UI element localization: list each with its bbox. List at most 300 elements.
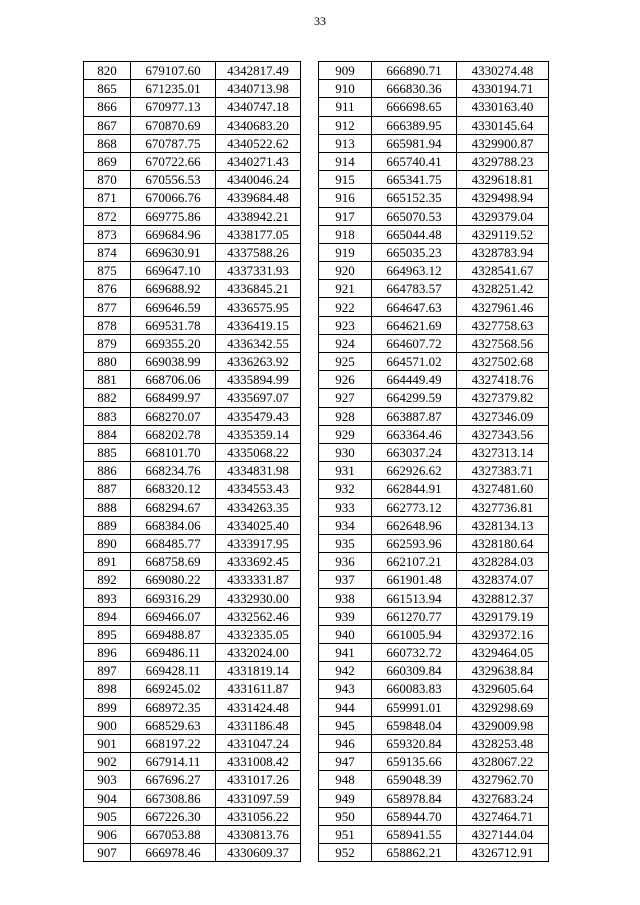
y-coordinate-cell: 4330274.48 (457, 62, 549, 80)
y-coordinate-cell: 4327683.24 (457, 789, 549, 807)
y-coordinate-cell: 4327418.76 (457, 371, 549, 389)
y-coordinate-cell: 4328783.94 (457, 243, 549, 261)
y-coordinate-cell: 4329900.87 (457, 134, 549, 152)
point-number-cell: 951 (319, 825, 372, 843)
y-coordinate-cell: 4328067.22 (457, 753, 549, 771)
table-row (319, 771, 549, 789)
x-coordinate-cell: 665740.41 (372, 152, 457, 170)
x-coordinate-cell: 668202.78 (131, 425, 216, 443)
y-coordinate-cell: 4328284.03 (457, 553, 549, 571)
y-coordinate-cell: 4336342.55 (216, 334, 301, 352)
x-coordinate-cell: 663037.24 (372, 443, 457, 461)
point-number-cell: 948 (319, 771, 372, 789)
table-row (319, 753, 549, 771)
table-row (84, 680, 301, 698)
table-row (319, 407, 549, 425)
point-number-cell: 874 (84, 243, 131, 261)
x-coordinate-cell: 668485.77 (131, 534, 216, 552)
x-coordinate-cell: 669466.07 (131, 607, 216, 625)
y-coordinate-cell: 4331097.59 (216, 789, 301, 807)
point-number-cell: 917 (319, 207, 372, 225)
x-coordinate-cell: 660083.83 (372, 680, 457, 698)
x-coordinate-cell: 670722.66 (131, 152, 216, 170)
x-coordinate-cell: 658862.21 (372, 844, 457, 862)
y-coordinate-cell: 4327736.81 (457, 498, 549, 516)
table-row (84, 844, 301, 862)
x-coordinate-cell: 662107.21 (372, 553, 457, 571)
table-row (319, 134, 549, 152)
x-coordinate-cell: 665341.75 (372, 171, 457, 189)
y-coordinate-cell: 4337331.93 (216, 262, 301, 280)
y-coordinate-cell: 4329372.16 (457, 625, 549, 643)
y-coordinate-cell: 4327313.14 (457, 443, 549, 461)
y-coordinate-cell: 4328134.13 (457, 516, 549, 534)
x-coordinate-cell: 665070.53 (372, 207, 457, 225)
x-coordinate-cell: 666830.36 (372, 80, 457, 98)
x-coordinate-cell: 679107.60 (131, 62, 216, 80)
point-number-cell: 933 (319, 498, 372, 516)
point-number-cell: 937 (319, 571, 372, 589)
point-number-cell: 873 (84, 225, 131, 243)
point-number-cell: 918 (319, 225, 372, 243)
x-coordinate-cell: 664621.69 (372, 316, 457, 334)
x-coordinate-cell: 658944.70 (372, 807, 457, 825)
point-number-cell: 883 (84, 407, 131, 425)
point-number-cell: 886 (84, 462, 131, 480)
point-number-cell: 914 (319, 152, 372, 170)
table-row (84, 334, 301, 352)
y-coordinate-cell: 4329618.81 (457, 171, 549, 189)
y-coordinate-cell: 4329605.64 (457, 680, 549, 698)
point-number-cell: 935 (319, 534, 372, 552)
table-row (84, 152, 301, 170)
point-number-cell: 870 (84, 171, 131, 189)
x-coordinate-cell: 670870.69 (131, 116, 216, 134)
y-coordinate-cell: 4329009.98 (457, 716, 549, 734)
point-number-cell: 906 (84, 825, 131, 843)
x-coordinate-cell: 660732.72 (372, 644, 457, 662)
point-number-cell: 940 (319, 625, 372, 643)
y-coordinate-cell: 4329788.23 (457, 152, 549, 170)
y-coordinate-cell: 4327343.56 (457, 425, 549, 443)
table-row (319, 280, 549, 298)
y-coordinate-cell: 4335479.43 (216, 407, 301, 425)
x-coordinate-cell: 668320.12 (131, 480, 216, 498)
x-coordinate-cell: 668499.97 (131, 389, 216, 407)
point-number-cell: 926 (319, 371, 372, 389)
y-coordinate-cell: 4340683.20 (216, 116, 301, 134)
table-row (319, 152, 549, 170)
x-coordinate-cell: 661005.94 (372, 625, 457, 643)
y-coordinate-cell: 4334553.43 (216, 480, 301, 498)
y-coordinate-cell: 4334025.40 (216, 516, 301, 534)
x-coordinate-cell: 668101.70 (131, 443, 216, 461)
x-coordinate-cell: 665152.35 (372, 189, 457, 207)
point-number-cell: 942 (319, 662, 372, 680)
table-row (319, 625, 549, 643)
table-row (84, 298, 301, 316)
x-coordinate-cell: 661270.77 (372, 607, 457, 625)
table-row (84, 498, 301, 516)
table-row (84, 644, 301, 662)
x-coordinate-cell: 666978.46 (131, 844, 216, 862)
x-coordinate-cell: 664299.59 (372, 389, 457, 407)
table-row (319, 662, 549, 680)
point-number-cell: 949 (319, 789, 372, 807)
point-number-cell: 916 (319, 189, 372, 207)
table-row (319, 825, 549, 843)
table-row (84, 207, 301, 225)
x-coordinate-cell: 664607.72 (372, 334, 457, 352)
x-coordinate-cell: 665035.23 (372, 243, 457, 261)
point-number-cell: 895 (84, 625, 131, 643)
table-row (84, 789, 301, 807)
x-coordinate-cell: 667308.86 (131, 789, 216, 807)
table-row (84, 607, 301, 625)
table-row (319, 262, 549, 280)
y-coordinate-cell: 4333692.45 (216, 553, 301, 571)
point-number-cell: 877 (84, 298, 131, 316)
point-number-cell: 946 (319, 734, 372, 752)
point-number-cell: 915 (319, 171, 372, 189)
y-coordinate-cell: 4333917.95 (216, 534, 301, 552)
x-coordinate-cell: 668270.07 (131, 407, 216, 425)
point-number-cell: 888 (84, 498, 131, 516)
x-coordinate-cell: 670787.75 (131, 134, 216, 152)
y-coordinate-cell: 4328812.37 (457, 589, 549, 607)
table-row (84, 771, 301, 789)
y-coordinate-cell: 4335697.07 (216, 389, 301, 407)
x-coordinate-cell: 668972.35 (131, 698, 216, 716)
coordinate-table-left-body (84, 62, 301, 862)
table-row (319, 171, 549, 189)
y-coordinate-cell: 4330145.64 (457, 116, 549, 134)
y-coordinate-cell: 4331047.24 (216, 734, 301, 752)
table-row (84, 116, 301, 134)
x-coordinate-cell: 669316.29 (131, 589, 216, 607)
x-coordinate-cell: 668706.06 (131, 371, 216, 389)
table-row (84, 353, 301, 371)
x-coordinate-cell: 664963.12 (372, 262, 457, 280)
x-coordinate-cell: 659135.66 (372, 753, 457, 771)
table-row (319, 807, 549, 825)
y-coordinate-cell: 4336845.21 (216, 280, 301, 298)
point-number-cell: 898 (84, 680, 131, 698)
table-row (319, 62, 549, 80)
x-coordinate-cell: 665981.94 (372, 134, 457, 152)
point-number-cell: 938 (319, 589, 372, 607)
x-coordinate-cell: 664647.63 (372, 298, 457, 316)
point-number-cell: 872 (84, 207, 131, 225)
point-number-cell: 943 (319, 680, 372, 698)
y-coordinate-cell: 4329498.94 (457, 189, 549, 207)
table-row (319, 98, 549, 116)
table-row (84, 443, 301, 461)
table-row (319, 243, 549, 261)
y-coordinate-cell: 4335359.14 (216, 425, 301, 443)
x-coordinate-cell: 669684.96 (131, 225, 216, 243)
coordinate-table-right (318, 61, 549, 862)
y-coordinate-cell: 4340522.62 (216, 134, 301, 152)
y-coordinate-cell: 4327481.60 (457, 480, 549, 498)
point-number-cell: 891 (84, 553, 131, 571)
table-row (84, 280, 301, 298)
y-coordinate-cell: 4330163.40 (457, 98, 549, 116)
x-coordinate-cell: 668529.63 (131, 716, 216, 734)
x-coordinate-cell: 666890.71 (372, 62, 457, 80)
table-row (84, 243, 301, 261)
point-number-cell: 913 (319, 134, 372, 152)
point-number-cell: 867 (84, 116, 131, 134)
point-number-cell: 865 (84, 80, 131, 98)
table-row (319, 680, 549, 698)
y-coordinate-cell: 4330609.37 (216, 844, 301, 862)
x-coordinate-cell: 662844.91 (372, 480, 457, 498)
x-coordinate-cell: 669775.86 (131, 207, 216, 225)
x-coordinate-cell: 666389.95 (372, 116, 457, 134)
page-number: 33 (314, 14, 326, 28)
table-row (319, 607, 549, 625)
y-coordinate-cell: 4339684.48 (216, 189, 301, 207)
point-number-cell: 902 (84, 753, 131, 771)
x-coordinate-cell: 659320.84 (372, 734, 457, 752)
table-row (84, 553, 301, 571)
x-coordinate-cell: 664449.49 (372, 371, 457, 389)
point-number-cell: 904 (84, 789, 131, 807)
y-coordinate-cell: 4331186.48 (216, 716, 301, 734)
table-row (84, 589, 301, 607)
point-number-cell: 871 (84, 189, 131, 207)
point-number-cell: 820 (84, 62, 131, 80)
point-number-cell: 929 (319, 425, 372, 443)
table-row (319, 334, 549, 352)
table-row (84, 698, 301, 716)
table-row (319, 353, 549, 371)
table-row (319, 498, 549, 516)
y-coordinate-cell: 4329119.52 (457, 225, 549, 243)
y-coordinate-cell: 4334263.35 (216, 498, 301, 516)
point-number-cell: 950 (319, 807, 372, 825)
y-coordinate-cell: 4340747.18 (216, 98, 301, 116)
point-number-cell: 875 (84, 262, 131, 280)
point-number-cell: 920 (319, 262, 372, 280)
x-coordinate-cell: 663887.87 (372, 407, 457, 425)
table-row (319, 644, 549, 662)
table-row (84, 371, 301, 389)
y-coordinate-cell: 4327502.68 (457, 353, 549, 371)
y-coordinate-cell: 4327144.04 (457, 825, 549, 843)
point-number-cell: 900 (84, 716, 131, 734)
y-coordinate-cell: 4331819.14 (216, 662, 301, 680)
table-row (84, 171, 301, 189)
point-number-cell: 910 (319, 80, 372, 98)
point-number-cell: 890 (84, 534, 131, 552)
x-coordinate-cell: 669080.22 (131, 571, 216, 589)
y-coordinate-cell: 4338177.05 (216, 225, 301, 243)
point-number-cell: 885 (84, 443, 131, 461)
x-coordinate-cell: 670066.76 (131, 189, 216, 207)
point-number-cell: 924 (319, 334, 372, 352)
table-row (84, 407, 301, 425)
y-coordinate-cell: 4328253.48 (457, 734, 549, 752)
x-coordinate-cell: 664783.57 (372, 280, 457, 298)
x-coordinate-cell: 658941.55 (372, 825, 457, 843)
point-number-cell: 945 (319, 716, 372, 734)
x-coordinate-cell: 670977.13 (131, 98, 216, 116)
point-number-cell: 896 (84, 644, 131, 662)
table-row (319, 80, 549, 98)
point-number-cell: 893 (84, 589, 131, 607)
table-row (319, 225, 549, 243)
point-number-cell: 887 (84, 480, 131, 498)
table-row (319, 553, 549, 571)
y-coordinate-cell: 4332562.46 (216, 607, 301, 625)
y-coordinate-cell: 4327568.56 (457, 334, 549, 352)
table-row (84, 425, 301, 443)
table-row (319, 571, 549, 589)
x-coordinate-cell: 669531.78 (131, 316, 216, 334)
table-row (319, 389, 549, 407)
table-row (319, 462, 549, 480)
table-row (319, 207, 549, 225)
table-row (84, 262, 301, 280)
table-row (84, 98, 301, 116)
x-coordinate-cell: 668197.22 (131, 734, 216, 752)
point-number-cell: 881 (84, 371, 131, 389)
point-number-cell: 884 (84, 425, 131, 443)
y-coordinate-cell: 4331056.22 (216, 807, 301, 825)
y-coordinate-cell: 4335894.99 (216, 371, 301, 389)
x-coordinate-cell: 660309.84 (372, 662, 457, 680)
y-coordinate-cell: 4340046.24 (216, 171, 301, 189)
table-row (84, 753, 301, 771)
table-row (319, 589, 549, 607)
y-coordinate-cell: 4337588.26 (216, 243, 301, 261)
x-coordinate-cell: 662773.12 (372, 498, 457, 516)
y-coordinate-cell: 4331424.48 (216, 698, 301, 716)
x-coordinate-cell: 661901.48 (372, 571, 457, 589)
point-number-cell: 879 (84, 334, 131, 352)
y-coordinate-cell: 4331008.42 (216, 753, 301, 771)
point-number-cell: 868 (84, 134, 131, 152)
point-number-cell: 934 (319, 516, 372, 534)
table-row (84, 825, 301, 843)
table-row (84, 807, 301, 825)
table-row (319, 298, 549, 316)
table-row (84, 316, 301, 334)
y-coordinate-cell: 4327758.63 (457, 316, 549, 334)
y-coordinate-cell: 4329179.19 (457, 607, 549, 625)
table-row (84, 516, 301, 534)
table-row (319, 443, 549, 461)
point-number-cell: 921 (319, 280, 372, 298)
point-number-cell: 922 (319, 298, 372, 316)
table-row (84, 534, 301, 552)
point-number-cell: 905 (84, 807, 131, 825)
point-number-cell: 936 (319, 553, 372, 571)
table-row (84, 80, 301, 98)
x-coordinate-cell: 669688.92 (131, 280, 216, 298)
point-number-cell: 903 (84, 771, 131, 789)
point-number-cell: 944 (319, 698, 372, 716)
y-coordinate-cell: 4327962.70 (457, 771, 549, 789)
table-row (319, 716, 549, 734)
y-coordinate-cell: 4327346.09 (457, 407, 549, 425)
x-coordinate-cell: 667226.30 (131, 807, 216, 825)
y-coordinate-cell: 4332930.00 (216, 589, 301, 607)
y-coordinate-cell: 4336263.92 (216, 353, 301, 371)
x-coordinate-cell: 667053.88 (131, 825, 216, 843)
table-row (319, 116, 549, 134)
point-number-cell: 923 (319, 316, 372, 334)
y-coordinate-cell: 4338942.21 (216, 207, 301, 225)
y-coordinate-cell: 4332335.05 (216, 625, 301, 643)
table-row (84, 134, 301, 152)
y-coordinate-cell: 4327961.46 (457, 298, 549, 316)
y-coordinate-cell: 4335068.22 (216, 443, 301, 461)
table-row (84, 189, 301, 207)
x-coordinate-cell: 670556.53 (131, 171, 216, 189)
x-coordinate-cell: 664571.02 (372, 353, 457, 371)
x-coordinate-cell: 661513.94 (372, 589, 457, 607)
y-coordinate-cell: 4327379.82 (457, 389, 549, 407)
y-coordinate-cell: 4336419.15 (216, 316, 301, 334)
point-number-cell: 941 (319, 644, 372, 662)
table-row (319, 316, 549, 334)
y-coordinate-cell: 4340271.43 (216, 152, 301, 170)
point-number-cell: 912 (319, 116, 372, 134)
point-number-cell: 927 (319, 389, 372, 407)
point-number-cell: 931 (319, 462, 372, 480)
point-number-cell: 919 (319, 243, 372, 261)
x-coordinate-cell: 662593.96 (372, 534, 457, 552)
point-number-cell: 880 (84, 353, 131, 371)
x-coordinate-cell: 669038.99 (131, 353, 216, 371)
x-coordinate-cell: 669646.59 (131, 298, 216, 316)
point-number-cell: 928 (319, 407, 372, 425)
y-coordinate-cell: 4328251.42 (457, 280, 549, 298)
x-coordinate-cell: 669488.87 (131, 625, 216, 643)
x-coordinate-cell: 663364.46 (372, 425, 457, 443)
table-row (84, 389, 301, 407)
y-coordinate-cell: 4327383.71 (457, 462, 549, 480)
point-number-cell: 866 (84, 98, 131, 116)
table-row (84, 462, 301, 480)
y-coordinate-cell: 4328541.67 (457, 262, 549, 280)
point-number-cell: 889 (84, 516, 131, 534)
y-coordinate-cell: 4330194.71 (457, 80, 549, 98)
point-number-cell: 882 (84, 389, 131, 407)
x-coordinate-cell: 659848.04 (372, 716, 457, 734)
point-number-cell: 932 (319, 480, 372, 498)
y-coordinate-cell: 4329464.05 (457, 644, 549, 662)
table-row (84, 716, 301, 734)
x-coordinate-cell: 669355.20 (131, 334, 216, 352)
y-coordinate-cell: 4329379.04 (457, 207, 549, 225)
x-coordinate-cell: 669428.11 (131, 662, 216, 680)
y-coordinate-cell: 4333331.87 (216, 571, 301, 589)
coordinate-table-left (83, 61, 301, 862)
y-coordinate-cell: 4328180.64 (457, 534, 549, 552)
table-row (319, 425, 549, 443)
point-number-cell: 892 (84, 571, 131, 589)
x-coordinate-cell: 665044.48 (372, 225, 457, 243)
coordinate-table-right-body (319, 62, 549, 862)
point-number-cell: 939 (319, 607, 372, 625)
table-row (84, 571, 301, 589)
point-number-cell: 899 (84, 698, 131, 716)
x-coordinate-cell: 671235.01 (131, 80, 216, 98)
